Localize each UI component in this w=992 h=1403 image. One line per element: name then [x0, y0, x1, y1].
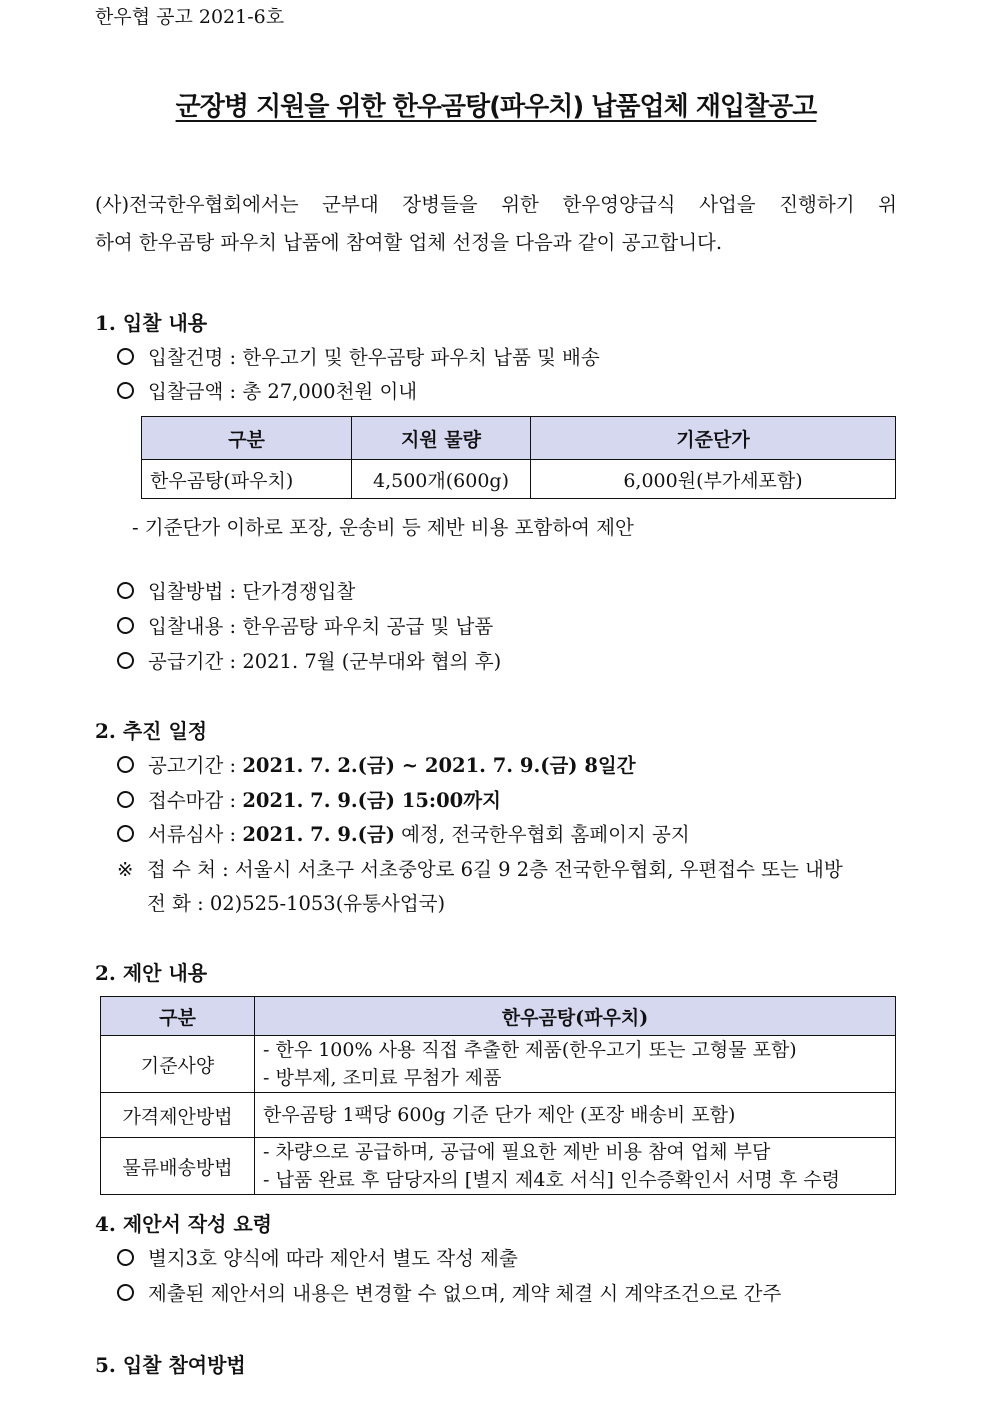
table-header-cell: 지원 물량	[352, 417, 531, 460]
circle-bullet-icon	[117, 756, 134, 773]
table-header-cell: 구분	[101, 997, 255, 1036]
intro-line-1: (사)전국한우협회에서는 군부대 장병들을 위한 한우영양급식 사업을 진행하기 위	[95, 193, 897, 216]
bullet-text: 제출된 제안서의 내용은 변경할 수 없으며, 계약 체결 시 계약조건으로 간주	[148, 1282, 782, 1305]
circle-bullet-icon	[117, 1249, 134, 1266]
schedule-value: 2021. 7. 9.(금) 15:00까지	[242, 789, 501, 812]
schedule-label: 접수마감 :	[148, 789, 243, 812]
schedule-label: 서류심사 :	[148, 823, 243, 846]
intro-line-2: 하여 한우곰탕 파우치 납품에 참여할 업체 선정을 다음과 같이 공고합니다.	[95, 231, 723, 254]
bullet-text: 입찰건명 : 한우고기 및 한우곰탕 파우치 납품 및 배송	[148, 346, 600, 369]
circle-bullet-icon	[117, 382, 134, 399]
circle-bullet-icon	[117, 1284, 134, 1301]
cell-line: - 방부제, 조미료 무첨가 제품	[263, 1067, 502, 1089]
table-header-cell: 기준단가	[531, 417, 896, 460]
table-cell: 가격제안방법	[101, 1093, 255, 1138]
bullet-text: 입찰금액 : 총 27,000천원 이내	[148, 380, 418, 403]
table-row	[101, 1093, 896, 1138]
schedule-item	[117, 819, 690, 847]
page-title-text: 군장병 지원을 위한 한우곰탕(파우치) 납품업체 재입찰공고	[175, 92, 817, 122]
table-cell: 4,500개(600g)	[352, 460, 531, 499]
bullet-item	[117, 611, 493, 639]
page-title	[0, 86, 992, 123]
section-5-heading: 5. 입찰 참여방법	[95, 1353, 246, 1377]
phone-line: 전 화 : 02)525-1053(유통사업국)	[147, 892, 446, 915]
table-cell	[255, 1138, 896, 1195]
bullet-text: 별지3호 양식에 따라 제안서 별도 작성 제출	[148, 1247, 518, 1270]
table-header-row	[101, 997, 896, 1036]
table-row	[101, 1138, 896, 1195]
cell-line: 한우곰탕 1팩당 600g 기준 단가 제안 (포장 배송비 포함)	[263, 1104, 736, 1126]
table-cell: 물류배송방법	[101, 1138, 255, 1195]
bullet-item	[117, 646, 501, 674]
table-header-row	[142, 417, 896, 460]
table-header-cell: 구분	[142, 417, 352, 460]
reception-text: 접 수 처 : 서울시 서초구 서초중앙로 6길 9 2층 전국한우협회, 우편접수 또는 내방	[147, 858, 843, 881]
circle-bullet-icon	[117, 348, 134, 365]
schedule-rest: 예정, 전국한우협회 홈페이지 공지	[394, 823, 690, 846]
bullet-item	[117, 376, 417, 404]
notice-number: 한우협 공고 2021-6호	[95, 6, 285, 28]
section-4-heading: 4. 제안서 작성 요령	[95, 1212, 273, 1236]
price-note: - 기준단가 이하로 포장, 운송비 등 제반 비용 포함하여 제안	[132, 516, 634, 539]
table-row	[101, 1036, 896, 1093]
schedule-item	[117, 785, 501, 813]
reference-mark-icon: ※	[117, 858, 134, 881]
section-2-heading: 2. 추진 일정	[95, 719, 208, 743]
bullet-item	[117, 1243, 518, 1271]
section-1-heading: 1. 입찰 내용	[95, 311, 208, 335]
table-header-cell: 한우곰탕(파우치)	[255, 997, 896, 1036]
table-cell: 한우곰탕(파우치)	[142, 460, 352, 499]
bullet-text: 입찰방법 : 단가경쟁입찰	[148, 580, 356, 603]
circle-bullet-icon	[117, 791, 134, 808]
bullet-text: 입찰내용 : 한우곰탕 파우치 공급 및 납품	[148, 615, 494, 638]
schedule-value: 2021. 7. 9.(금)	[242, 823, 395, 846]
cell-line: - 차량으로 공급하며, 공급에 필요한 제반 비용 참여 업체 부담	[263, 1141, 771, 1163]
bid-amount-table	[141, 416, 896, 499]
circle-bullet-icon	[117, 652, 134, 669]
bullet-item	[117, 1278, 781, 1306]
table-cell: 기준사양	[101, 1036, 255, 1093]
bullet-text: 공급기간 : 2021. 7월 (군부대와 협의 후)	[148, 650, 502, 673]
reception-line	[117, 854, 843, 882]
bullet-item	[117, 576, 355, 604]
circle-bullet-icon	[117, 582, 134, 599]
proposal-table	[100, 996, 896, 1195]
schedule-label: 공고기간 :	[148, 754, 243, 777]
table-row	[142, 460, 896, 499]
bullet-item	[117, 342, 600, 370]
table-cell: 6,000원(부가세포함)	[531, 460, 896, 499]
schedule-value: 2021. 7. 2.(금) ~ 2021. 7. 9.(금) 8일간	[242, 754, 636, 777]
schedule-item	[117, 750, 636, 778]
table-cell	[255, 1036, 896, 1093]
cell-line: - 납품 완료 후 담당자의 [별지 제4호 서식] 인수증확인서 서명 후 수령	[263, 1169, 840, 1191]
circle-bullet-icon	[117, 617, 134, 634]
table-cell	[255, 1093, 896, 1138]
section-3-heading: 2. 제안 내용	[95, 961, 208, 985]
cell-line: - 한우 100% 사용 직접 추출한 제품(한우고기 또는 고형물 포함)	[263, 1039, 797, 1061]
circle-bullet-icon	[117, 825, 134, 842]
